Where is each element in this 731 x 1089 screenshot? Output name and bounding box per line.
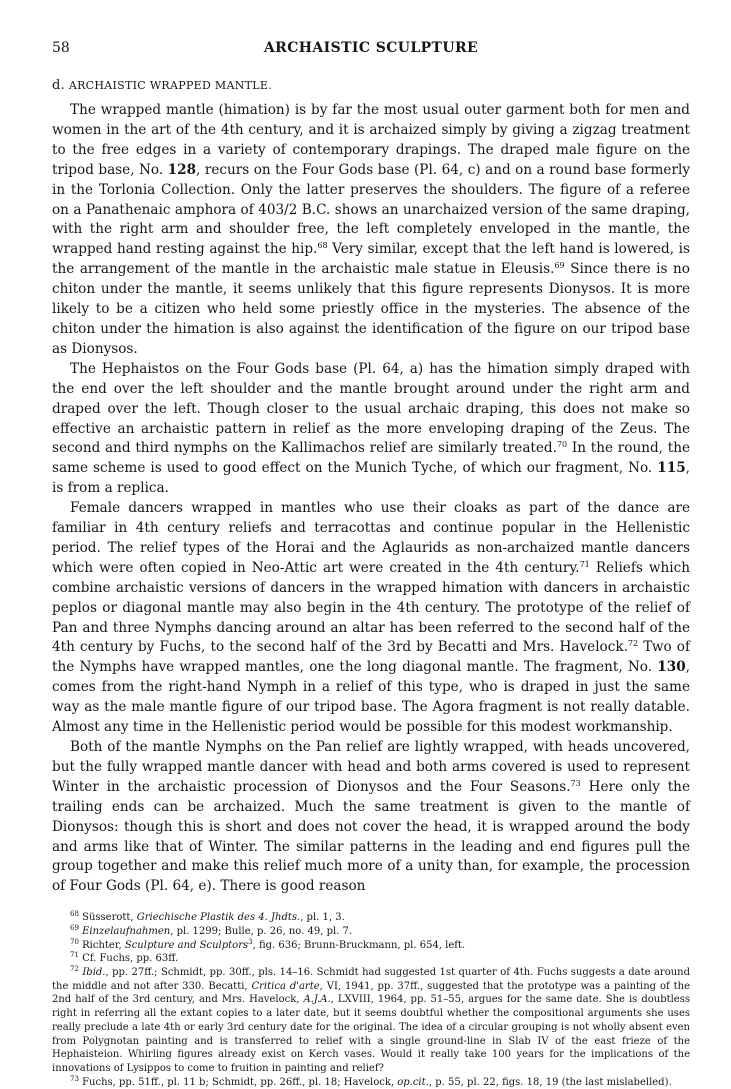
text-run: Süsserott, — [82, 912, 137, 924]
text-run: , pp. 27ff.; Schmidt, pp. 30ff., pls. 14–16. Schmidt had suggested 1st quarter of 4th. Fuchs suggests a date around the middle and not after 330. Becatti, — [52, 967, 690, 992]
catalogue-number: 130 — [657, 659, 686, 676]
text-run: Since there is no chiton under the mantle, it seems unlikely that this figure represents Dionysos. It is more likely to be a citizen who held some priestly office in the mysteries. The absence of the chiton under the himation is also against the identification of the figure on our tripod base as Dionysos. — [52, 261, 690, 357]
text-run: , pl. 1299; Bulle, p. 26, no. 49, pl. 7. — [170, 925, 353, 937]
section-title: ARCHAISTIC WRAPPED MANTLE. — [68, 79, 272, 92]
text-run: Fuchs, pp. 51ff., pl. 11 b; Schmidt, pp. 26ff., pl. 18; Havelock, — [82, 1076, 398, 1088]
footnote — [52, 911, 690, 925]
footnote — [52, 952, 690, 966]
text-run: Reliefs which combine archaistic versions of dancers in the wrapped himation with dancers in archaistic peplos or diagonal mantle may also begin in the 4th century. The prototype of the relief of Pan and three Nymphs dancing around an altar has been referred to the second half of the 4th century by Fuchs, to the second half of the 3rd by Becatti and Mrs. Havelock. — [52, 559, 690, 656]
italic-title: Griechische Plastik des 4. Jhdts. — [136, 912, 301, 924]
section-letter: d. — [52, 78, 66, 93]
text-run: Richter, — [82, 939, 125, 951]
text-run: , pl. 1, 3. — [300, 912, 345, 924]
italic-title: A.J.A. — [303, 994, 331, 1006]
italic-title: Critica d'arte — [251, 980, 320, 992]
text-run: In the round, the same scheme is used to good effect on the Munich Tyche, of which our fragment, No. — [52, 440, 690, 477]
text-run: The wrapped mantle (himation) is by far the most usual outer garment both for men and women in the art of the 4th century, and it is archaized simply by giving a zigzag treatment to the free edges in a variety of contemporary drapings. The draped male figure on the tripod base, No. — [52, 102, 690, 178]
footnote — [52, 939, 690, 953]
text-run: Female dancers wrapped in mantles who use their cloaks as part of the dance are familiar in 4th century reliefs and terracottas and continue popular in the Hellenistic period. The relief types of the Horai and the Aglaurids as non-archaized mantle dancers which were often copied in Neo-Attic art were created in the 4th century. — [52, 500, 690, 576]
footnote-number: 69 — [70, 923, 79, 932]
footnote-number: 72 — [70, 965, 79, 974]
footnote-ref: 70 — [556, 440, 568, 450]
text-run: , LXVIII, 1964, pp. 51–55, argues for the same date. She is doubtless right in referring all the extant copies to a later date, but it seems doubtful whether the compositional arguments she uses really preclude a late 4th or early 3rd century date for the original. The idea of a circular grouping is not wholly absent even from Polygnotan painting and is transferred to relief with a single ground-line in Slab IV of the east frieze of the Hephaisteion. Whirling figures already exist on Kerch vases. Would it really take 100 years for the implications of the innovations of Lysippos to come to fruition in painting and relief? — [52, 994, 690, 1074]
footnote-ref: 73 — [570, 778, 581, 788]
text-run: , recurs on the Four Gods base (Pl. 64, c) and on a round base formerly in the Torlonia Collection. Only the latter preserves the shoulders. The figure of a referee on a Panathenaic amphora of 403/2 B.C. shows an unarchaized version of the same draping, with the right arm and shoulder free, the left completely enveloped in the mantle, the wrapped hand resting against the hip. — [52, 161, 690, 258]
text-run: Both of the mantle Nymphs on the Pan relief are lightly wrapped, with heads uncovered, but the fully wrapped mantle dancer with head and both arms covered is used to represent Winter in the archaistic procession of Dionysos and the Four Seasons. — [52, 739, 690, 795]
footnote — [52, 925, 690, 939]
footnote-ref: 72 — [627, 639, 639, 649]
paragraph — [52, 360, 690, 499]
footnote-number: 68 — [70, 910, 79, 919]
text-run: , VI, 1941, pp. 37ff., suggested that the prototype was a painting of the 2nd half of the 3rd century, and Mrs. Havelock, — [52, 980, 690, 1006]
footnote-ref: 3 — [248, 937, 253, 946]
paragraph — [52, 499, 690, 738]
footnote-number: 70 — [70, 937, 79, 946]
italic-title: op.cit. — [397, 1076, 429, 1088]
paragraph — [52, 101, 690, 360]
catalogue-number: 128 — [167, 161, 197, 178]
body-text — [52, 101, 690, 897]
text-run: Two of the Nymphs have wrapped mantles, one the long diagonal mantle. The fragment, No. — [52, 639, 691, 676]
footnote-number: 71 — [70, 951, 79, 960]
book-page — [52, 40, 690, 1089]
footnote — [52, 966, 690, 1076]
italic-title: Sculpture and Sculptors — [124, 939, 249, 951]
text-run: , is from a replica. — [52, 460, 690, 497]
text-run: , p. 55, pl. 22, figs. 18, 19 (the last mislabelled). — [428, 1076, 672, 1088]
text-run: Cf. Fuchs, pp. 63ff. — [82, 953, 179, 965]
footnote-ref: 68 — [317, 241, 328, 251]
text-run: Here only the trailing ends can be archaized. Much the same treatment is given to the mantle of Dionysos: though this is short and does not cover the head, it is wrapped around the body and arms like that of Winter. The similar patterns in the leading and end figures pull the group together and make this relief much more of a unity than, for example, the procession of Four Gods (Pl. 64, e). There is good reason — [52, 778, 690, 895]
paragraph — [52, 738, 690, 897]
italic-title: Ibid. — [82, 967, 106, 979]
text-run: The Hephaistos on the Four Gods base (Pl. 64, a) has the himation simply draped with the end over the left shoulder and the mantle brought around under the right arm and draped over the left. Though closer to the usual archaic draping, this does not make so effective an archaistic pattern in relief as the more enveloping draping of the Zeus. The second and third nymphs on the Kallimachos relief are similarly treated. — [52, 360, 690, 457]
footnote-ref: 71 — [579, 559, 590, 569]
footnote-ref: 69 — [554, 261, 565, 271]
italic-title: Einzelaufnahmen — [82, 925, 171, 937]
text-run: , comes from the right-hand Nymph in a relief of this type, who is draped in just the same way as the male mantle figure of our tripod base. The Agora fragment is not really datable. Almost any time in the Hellenistic period would be possible for this modest workmanship. — [52, 659, 690, 736]
text-run: , fig. 636; Brunn-Bruckmann, pl. 654, left. — [252, 939, 466, 951]
page-header — [52, 40, 690, 62]
text-run: Very similar, except that the left hand is lowered, is the arrangement of the mantle in the archaistic male statue in Eleusis. — [52, 241, 690, 278]
catalogue-number: 115 — [657, 460, 686, 477]
running-title: ARCHAISTIC SCULPTURE — [263, 40, 479, 56]
footnotes — [52, 911, 690, 1089]
section-heading — [52, 78, 690, 93]
footnote-number: 73 — [70, 1074, 79, 1083]
page-number: 58 — [52, 40, 70, 56]
footnote — [52, 1076, 690, 1089]
